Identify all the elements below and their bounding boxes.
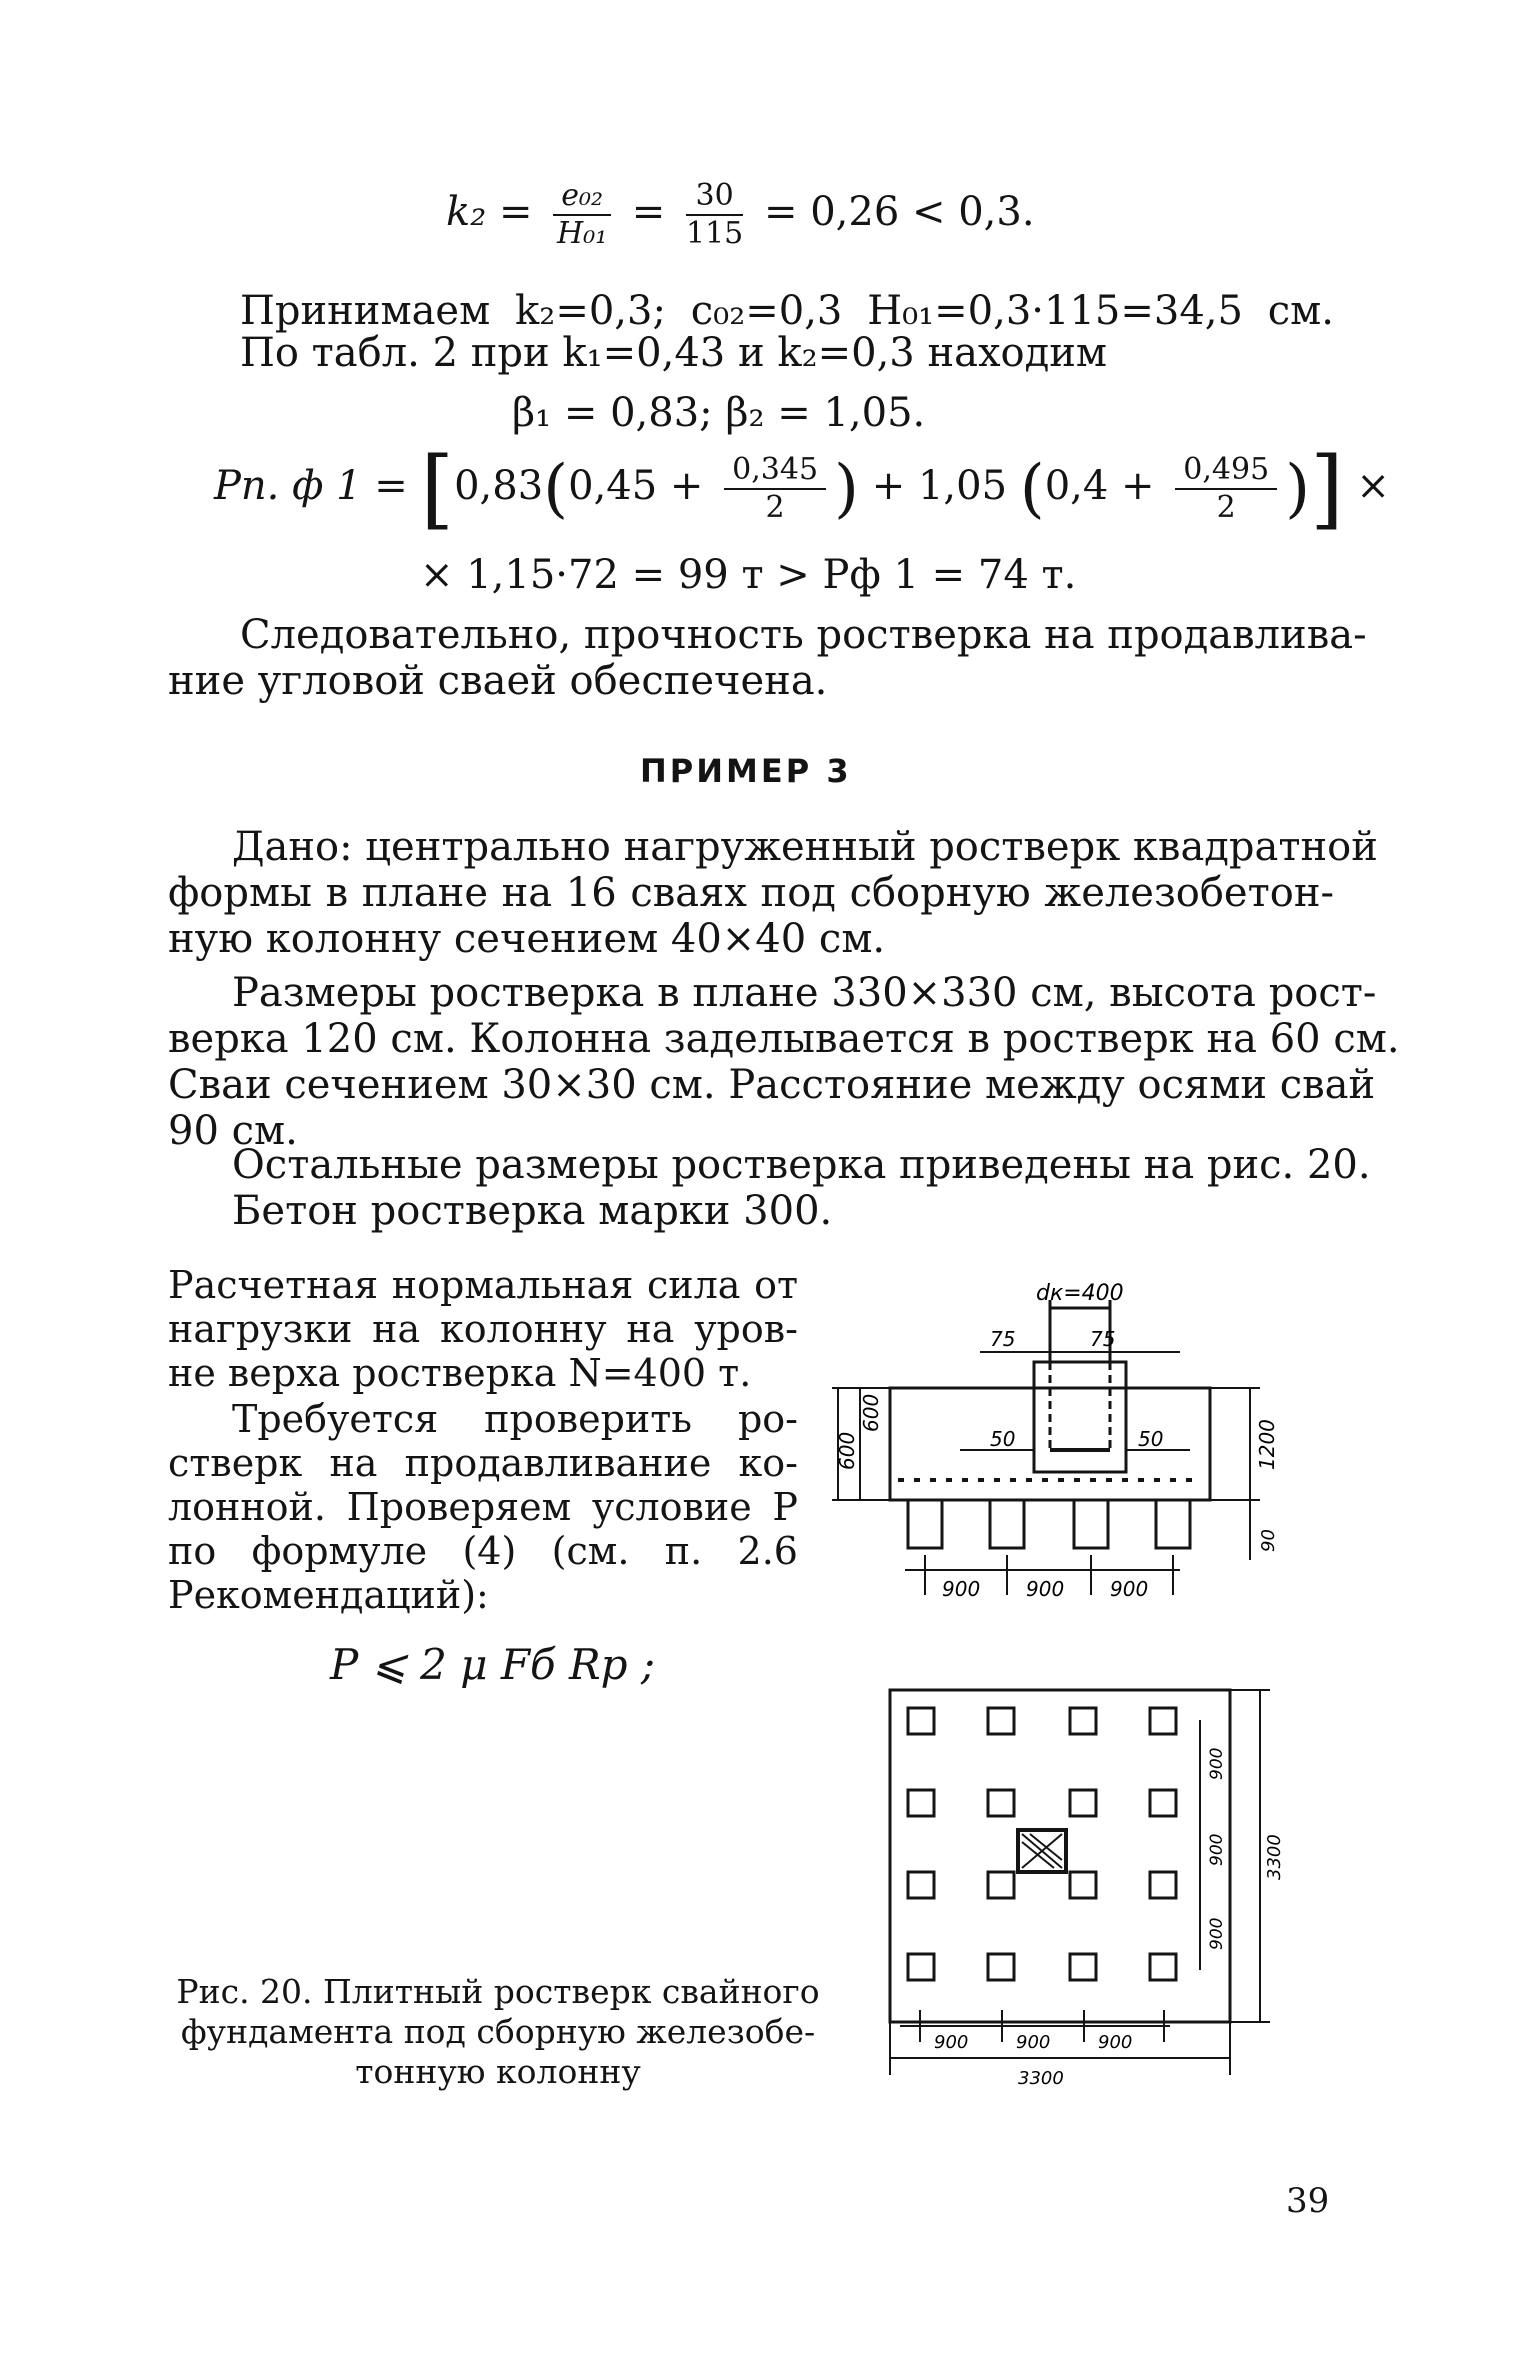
caption-line-1: Рис. 20. Плитный ростверк свайного [176,1972,820,2011]
check-line-4: по формуле (4) (см. п. 2.6 [168,1529,798,1573]
times-sign: × [1356,463,1390,509]
fraction-denominator: 2 [765,490,785,525]
dim-75-right: 75 [1090,1327,1116,1351]
paren-open: ( [543,452,569,526]
pile [1156,1500,1190,1548]
fraction-numerator: e₀₂ [553,178,611,216]
paren-close: ) [834,452,859,526]
pile [908,1500,942,1548]
fraction-30-over-115 [686,178,743,252]
given-line-3: ную колонну сечением 40×40 см. [168,916,886,962]
plan-dim-900-b2: 900 [1016,2032,1051,2053]
fraction-numerator: 0,345 [724,452,826,490]
fraction-numerator: 0,495 [1175,452,1277,490]
dims-line-1: Размеры ростверка в плане 330×330 см, высота рост- [232,970,1377,1016]
figure-caption [168,1972,828,2092]
dims-line-4: 90 см. [168,1108,298,1154]
given-line-1: Дано: центрально нагруженный ростверк квадратной [232,824,1378,870]
given-line-2: формы в плане на 16 сваях под сборную железобетон- [168,870,1334,916]
fraction-denominator: H₀₁ [557,216,608,251]
caption-line-2: фундамента под сборную железобе- [180,2012,816,2051]
dim-dk-label: dк=400 [1036,1281,1124,1306]
check-line-2: стверк на продавливание ко- [168,1441,798,1485]
dims-line-2: верка 120 см. Колонна заделывается в ростверк на 60 см. [168,1016,1400,1062]
figure-plan-view [860,1680,1300,2090]
pile [1074,1500,1108,1548]
dim-90: 90 [1258,1529,1279,1552]
dim-600-inner: 600 [859,1393,883,1432]
dim-900-a: 900 [942,1577,981,1601]
plan-dim-900-r3: 900 [1207,1917,1227,1950]
force-line-3: не верха ростверка N=400 т. [168,1351,752,1395]
dims-line-3: Сваи сечением 30×30 см. Расстояние между осями свай [168,1062,1376,1108]
figure-section-view [820,1270,1290,1620]
dim-1200: 1200 [1255,1419,1279,1470]
paren-close: ) [1285,452,1311,526]
formula-k2-rhs: = 0,26 < 0,3. [763,189,1035,235]
bracket-open: [ [420,439,455,539]
dim-900-c: 900 [1110,1577,1149,1601]
other-line-1: Остальные размеры ростверка приведены на рис. 20. [232,1142,1371,1188]
example-heading: ПРИМЕР 3 [640,752,852,790]
term-045: 0,45 + [568,463,704,509]
check-line-5: Рекомендаций): [168,1573,489,1617]
coef-105: + 1,05 [871,463,1008,509]
fraction-0345 [724,452,826,526]
formula-p-line2: × 1,15·72 = 99 т > Pф 1 = 74 т. [420,552,1077,598]
dim-50-right: 50 [1138,1427,1164,1451]
force-line-1: Расчетная нормальная сила от [168,1263,798,1307]
coef-083: 0,83 [454,463,544,509]
caption-line-3: тонную колонну [355,2052,641,2091]
force-line-2: нагрузки на колонну на уров- [168,1307,798,1351]
formula-k2 [446,178,1035,252]
plan-dim-900-r2: 900 [1207,1833,1227,1866]
plan-dim-900-r1: 900 [1207,1747,1227,1780]
fraction-0495 [1175,452,1277,526]
accept-line: Принимаем k₂=0,3; c₀₂=0,3 H₀₁=0,3·115=34,5 см. [240,288,1334,334]
check-line-1: Требуется проверить ро- [232,1397,798,1441]
condition-formula: P ⩽ 2 μ Fб Rр ; [330,1640,656,1689]
check-line-3: лонной. Проверяем условие P [168,1485,798,1529]
fraction-denominator: 115 [686,216,744,251]
formula-p-lhs: Pп. ф 1 = [214,463,408,509]
plan-dim-900-b3: 900 [1098,2032,1133,2053]
conclusion-line-2: ние угловой сваей обеспечена. [168,658,828,704]
plan-dim-3300-right: 3300 [1264,1834,1285,1880]
plan-outline [890,1690,1230,2022]
term-04: 0,4 + [1044,463,1155,509]
column-outline [1034,1362,1126,1472]
formula-k2-lhs: k₂ = [446,189,533,235]
formula-beta: β₁ = 0,83; β₂ = 1,05. [512,390,926,436]
dim-75-left: 75 [990,1327,1016,1351]
pile [990,1500,1024,1548]
page-number: 39 [1286,2181,1330,2221]
dim-50-left: 50 [990,1427,1016,1451]
plan-dim-900-b1: 900 [934,2032,969,2053]
table-line: По табл. 2 при k₁=0,43 и k₂=0,3 находим [240,330,1107,376]
fraction-numerator: 30 [686,178,743,216]
equals-sign: = [631,189,666,235]
fraction-e-over-h [553,178,611,252]
conclusion-line-1: Следовательно, прочность ростверка на продавлива- [240,612,1367,658]
plan-dim-3300-bottom: 3300 [1018,2068,1064,2089]
dim-600-outer: 600 [835,1431,859,1470]
formula-p [214,439,1390,539]
fraction-denominator: 2 [1216,490,1236,525]
dim-900-b: 900 [1026,1577,1065,1601]
paren-open: ( [1019,452,1045,526]
other-line-2: Бетон ростверка марки 300. [232,1188,833,1234]
bracket-close: ] [1310,439,1344,539]
